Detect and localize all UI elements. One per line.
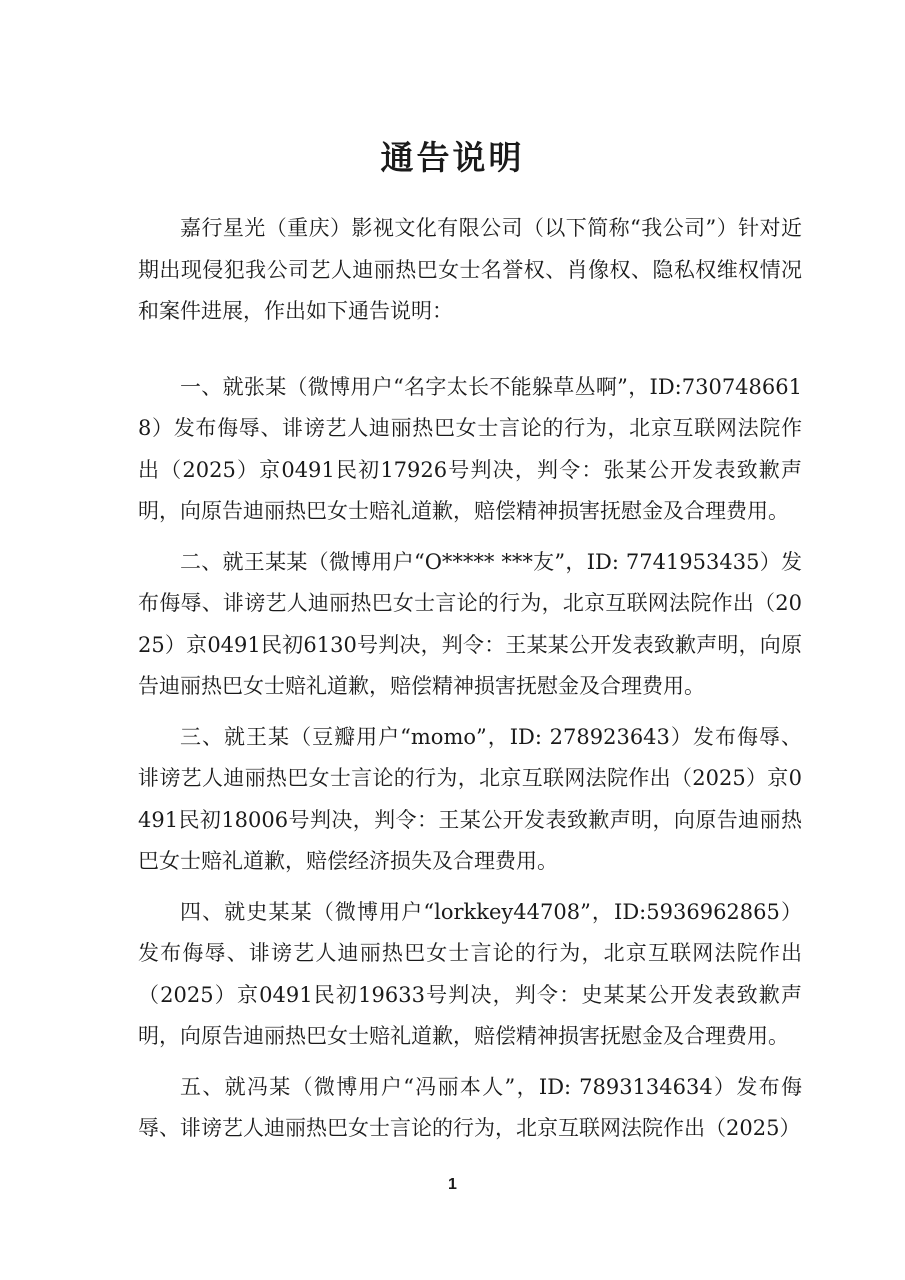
item-paragraph-5: 五、就冯某（微博用户“冯丽本人”，ID: 7893134634）发布侮辱、诽谤艺人迪丽热巴女士言论的行为，北京互联网法院作出（2025） — [138, 1074, 802, 1140]
document-body — [138, 208, 802, 1159]
document-title: 通告说明 — [380, 138, 525, 177]
item-paragraph-2: 二、就王某某（微博用户“O***** ***友”，ID: 7741953435）发布侮辱、诽谤艺人迪丽热巴女士言论的行为，北京互联网法院作出（2025）京0491民初6130号判决，判令：王某某公开发表致歉声明，向原告迪丽热巴女士赔礼道歉，赔偿精神损害抚慰金及合理费用。 — [138, 549, 802, 698]
intro-paragraph: 嘉行星光（重庆）影视文化有限公司（以下简称“我公司”）针对近期出现侵犯我公司艺人迪丽热巴女士名誉权、肖像权、隐私权维权情况和案件进展，作出如下通告说明： — [138, 216, 802, 323]
page-number: 1 — [448, 1176, 457, 1193]
item-paragraph-4: 四、就史某某（微博用户“lorkkey44708”，ID:5936962865）发布侮辱、诽谤艺人迪丽热巴女士言论的行为，北京互联网法院作出（2025）京0491民初19633号判决，判令：史某某公开发表致歉声明，向原告迪丽热巴女士赔礼道歉，赔偿精神损害抚慰金及合理费用。 — [138, 899, 802, 1048]
item-paragraph-3: 三、就王某（豆瓣用户“momo”，ID: 278923643）发布侮辱、诽谤艺人迪丽热巴女士言论的行为，北京互联网法院作出（2025）京0491民初18006号判决，判令：王某公开发表致歉声明，向原告迪丽热巴女士赔礼道歉，赔偿经济损失及合理费用。 — [138, 724, 802, 873]
item-paragraph-1: 一、就张某（微博用户“名字太长不能躲草丛啊”，ID:7307486618）发布侮辱、诽谤艺人迪丽热巴女士言论的行为，北京互联网法院作出（2025）京0491民初17926号判决，判令：张某公开发表致歉声明，向原告迪丽热巴女士赔礼道歉，赔偿精神损害抚慰金及合理费用。 — [138, 374, 802, 523]
